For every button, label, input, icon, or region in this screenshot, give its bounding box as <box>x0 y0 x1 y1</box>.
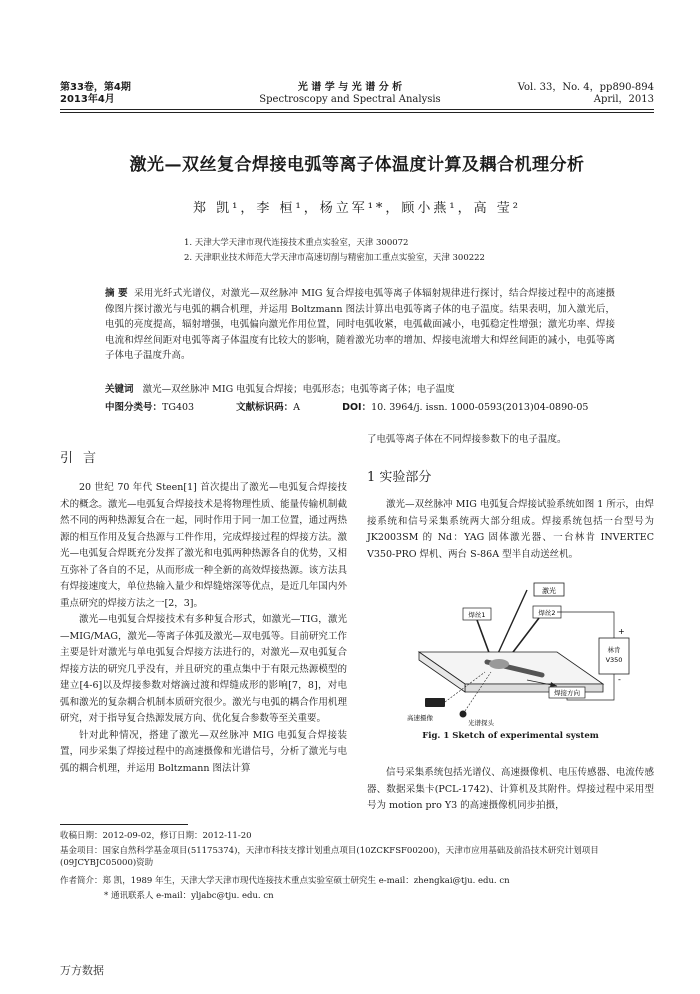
power-source-label <box>606 645 623 664</box>
intro-paragraph-2: 激光—电弧复合焊接技术有多种复合形式，如激光—TIG，激光—MIG/MAG，激光—等离子体弧及激光—双电弧等。目前研究工作主要是针对激光与单电弧复合焊接方法进行的，对激光—双电弧复合焊接方法的研究几乎没有，并且研究的重点集中于有限元热源模型的建立[4-6]以及焊接参数对熔滴过渡和焊缝成形的影响[7，8]，对电弧和激光的复杂耦合机制本质研究很少。激光与电弧的耦合作用机理研究，对于指导复合热源发展方向、优化复合参数等至关重要。 <box>60 614 347 724</box>
intro-body <box>60 480 347 777</box>
pub-date: April，2013 <box>593 94 654 105</box>
wire1-label: 焊丝1 <box>468 611 486 619</box>
intro-paragraph-1: 20 世纪 70 年代 Steen[1] 首次提出了激光—电弧复合焊接技术的概念。激光—电弧复合焊接技术是将物理性质、能量传输机制截然不同的两种热源复合在一起，同时作用于同一加工位置，通过两热源的相互作用及复合热源与工件作用，完成焊接过程的焊接方法。激光—电弧复合焊既充分发挥了激光和电弧两种热源各自的优势，又相互弥补了各自的不足，从而形成一种全新的高效焊接热源。该方法具有焊接速度大，单位热输入量少和焊缝熔深等优点，是近几年国内外重点研究的焊接方法之一[2，3]。 <box>60 482 347 609</box>
plus-sign: + <box>618 627 625 636</box>
abstract <box>105 286 615 364</box>
minus-sign: - <box>618 675 621 684</box>
direction-label: 焊接方向 <box>554 689 580 697</box>
author-list: 郑 凯¹，李 桓¹，杨立军¹*，顾小燕¹，高 莹² <box>193 201 521 216</box>
keywords-label: 关键词 <box>105 384 134 395</box>
volume-issue: 第33卷，第4期 <box>60 82 131 93</box>
figure-caption: Fig. 1 Sketch of experimental system <box>422 731 599 741</box>
watermark: 万方数据 <box>60 964 104 977</box>
intro-heading: 引言 <box>60 451 107 466</box>
journal-name-en: Spectroscopy and Spectral Analysis <box>259 94 441 105</box>
section-1-paragraph-1 <box>367 497 654 563</box>
circuit-positive <box>557 612 614 638</box>
weld-pool <box>489 659 509 669</box>
issue-date: 2013年4月 <box>60 94 115 105</box>
section-1-paragraph-2 <box>367 765 654 815</box>
footnote-received: 收稿日期：2012-09-02，修订日期：2012-11-20 <box>60 831 252 841</box>
laser-beam <box>495 590 527 660</box>
experiment-paragraph-1: 激光—双丝脉冲 MIG 电弧复合焊接试验系统如图 1 所示，由焊接系统和信号采集系统两大部分组成。焊接系统包括一台型号为 JK2003SM 的 Nd：YAG 固体激光器、一台林肯 INVERTEC V350-PRO 焊机、两台 S-86A 型半自动送丝机。 <box>367 499 654 560</box>
journal-name <box>250 82 450 106</box>
affiliation-1: 1. 天津大学天津市现代连接技术重点实验室，天津 300072 <box>184 238 409 248</box>
vol-pages: Vol. 33，No. 4，pp890-894 <box>517 82 654 93</box>
section-1-heading: 1 实验部分 <box>367 470 432 485</box>
intro-paragraph-3: 针对此种情况，搭建了激光—双丝脉冲 MIG 电弧复合焊接装置，同步采集了焊接过程中的高速摄像和光谱信号，分析了激光与电弧的耦合机理，并运用 Boltzmann 图法计算 <box>60 729 347 774</box>
footnote-rule <box>60 824 188 825</box>
right-continuation: 了电弧等离子体在不同焊接参数下的电子温度。 <box>367 434 567 445</box>
journal-pages <box>518 82 654 106</box>
power-source-label-line2: V350 <box>605 656 623 664</box>
probe-label: 光谱探头 <box>468 719 494 727</box>
abstract-text: 采用光纤式光谱仪，对激光—双丝脉冲 MIG 复合焊接电弧等离子体辐射规律进行探讨，结合焊接过程中的高速摄像图片探讨激光与电弧的耦合机理，并运用 Boltzmann 图法计算出电弧等离子体的电子温度。结果表明，加入激光后，电弧的亮度提高，辐射增强，电弧偏向激光作用位置，同时电弧收紧，电弧截面减小，电弧稳定性增强；激光功率、焊接电流和焊丝间距对电弧等离子体温度有比较大的影响，随着激光功率的增加、焊接电流增大和焊丝间距的减小，电弧等离子体电子温度升高。 <box>105 288 615 361</box>
abstract-label: 摘 要 <box>105 288 128 299</box>
keywords <box>105 383 455 396</box>
keywords-text: 激光—双丝脉冲 MIG 电弧复合焊接；电弧形态；电弧等离子体；电子温度 <box>142 384 455 395</box>
footnote-corresponding: * 通讯联系人 e-mail：yljabc@tju. edu. cn <box>104 891 274 901</box>
affiliation-2: 2. 天津职业技术师范大学天津市高速切削与精密加工重点实验室，天津 300222 <box>184 253 485 263</box>
camera-icon <box>425 698 445 707</box>
clc-label: 中图分类号： <box>105 402 163 413</box>
experimental-system-figure <box>367 580 654 730</box>
classification <box>105 401 625 414</box>
doc-code-value: A <box>293 402 301 413</box>
paper-title: 激光—双丝复合焊接电弧等离子体温度计算及耦合机理分析 <box>129 155 585 175</box>
laser-label: 激光 <box>542 587 556 595</box>
footnote-bio: 作者简介：郑 凯，1989 年生，天津大学天津市现代连接技术重点实验室硕士研究生 e-mail：zhengkai@tju. edu. cn <box>60 876 510 886</box>
doi-value: 10. 3964/j. issn. 1000-0593(2013)04-0890-05 <box>371 402 589 413</box>
journal-volume <box>60 82 131 106</box>
camera-label: 高速摄像 <box>407 714 433 722</box>
doi-label: DOI： <box>342 402 372 413</box>
journal-name-cn: 光 谱 学 与 光 谱 分 析 <box>297 82 403 93</box>
header-rule <box>60 109 654 110</box>
experiment-paragraph-2: 信号采集系统包括光谱仪、高速摄像机、电压传感器、电流传感器、数据采集卡(PCL-1742)、计算机及其附件。焊接过程中采用型号为 motion pro Y3 的高速摄像机同步拍摄， <box>367 767 654 811</box>
footnote-fund: 基金项目：国家自然科学基金项目(51175374)，天津市科技支撑计划重点项目(10ZCKFSF00200)，天津市应用基础及前沿技术研究计划项目(09JCYBJC05000)资助 <box>60 846 599 868</box>
doc-code-label: 文献标识码： <box>236 402 294 413</box>
clc-value: TG403 <box>162 402 195 413</box>
header-rule-thin <box>60 112 654 113</box>
wire2-label: 焊丝2 <box>538 609 556 617</box>
probe-icon <box>460 711 467 718</box>
power-source-label-line1: 林肯 <box>607 646 621 654</box>
